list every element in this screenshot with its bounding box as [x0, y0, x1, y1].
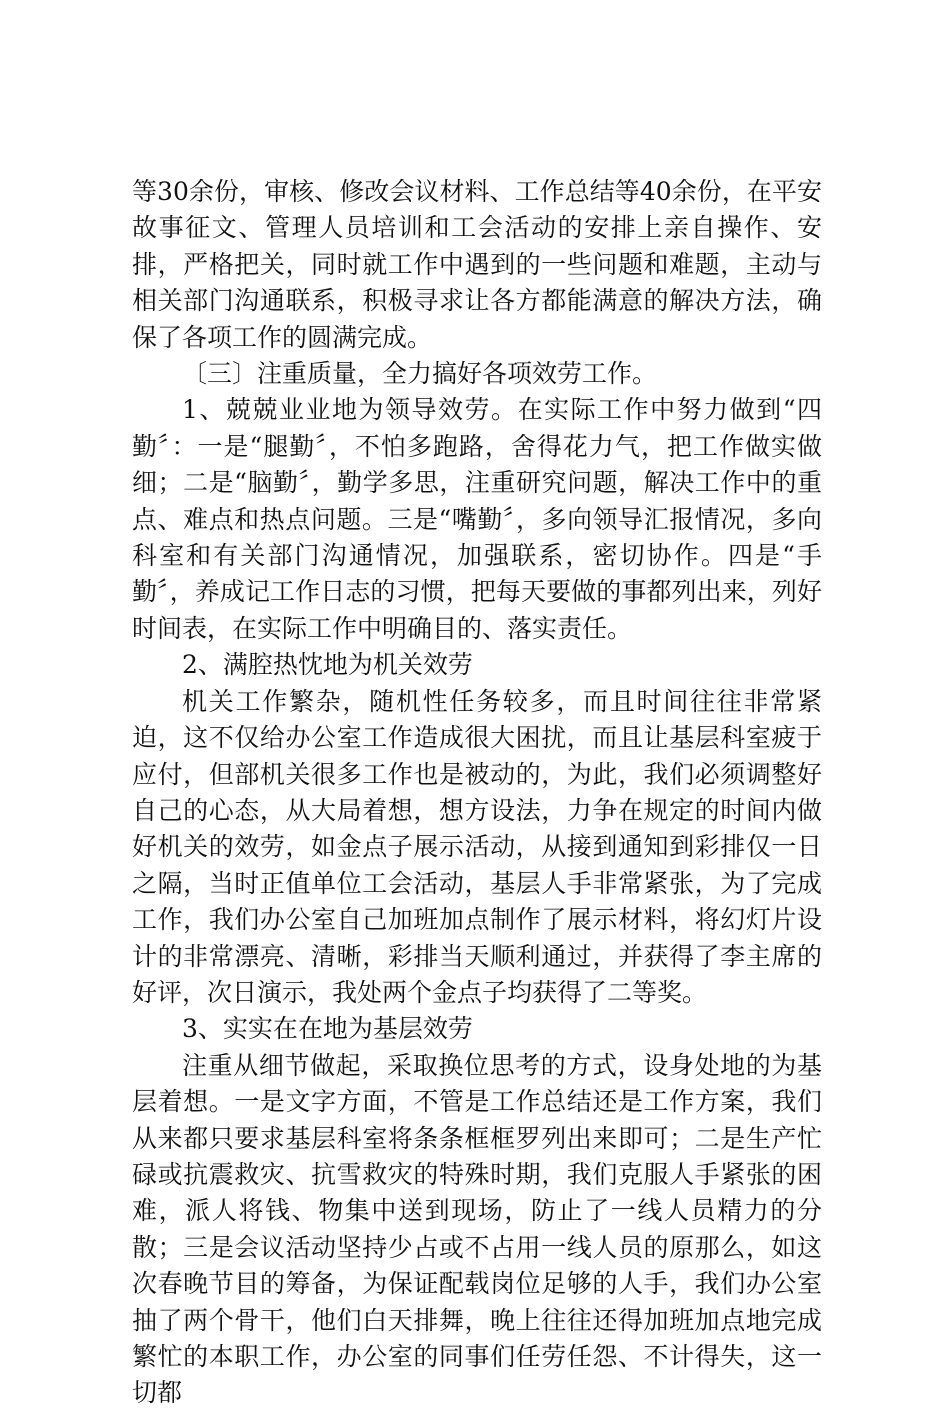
section-heading-three: 〔三〕注重质量，全力搞好各项效劳工作。	[182, 359, 658, 389]
subheading-agency-service: 2、满腔热忱地为机关效劳	[182, 650, 473, 680]
document-body	[132, 174, 822, 1412]
paragraph-continuation: 等30余份，审核、修改会议材料、工作总结等40余份，在平安故事征文、管理人员培训和工会活动的安排上亲自操作、安排，严格把关，同时就工作中遇到的一些问题和难题，主动与相关部门沟通联系，积极寻求让各方都能满意的解决方法，确保了各项工作的圆满完成。	[132, 177, 822, 352]
paragraph-agency-service: 机关工作繁杂，随机性任务较多，而且时间往往非常紧迫，这不仅给办公室工作造成很大困扰，而且让基层科室疲于应付，但部机关很多工作也是被动的，为此，我们必须调整好自己的心态，从大局着想，想方设法，力争在规定的时间内做好机关的效劳，如金点子展示活动，从接到通知到彩排仅一日之隔，当时正值单位工会活动，基层人手非常紧张，为了完成工作，我们办公室自己加班加点制作了展示材料，将幻灯片设计的非常漂亮、清晰，彩排当天顺利通过，并获得了李主席的好评，次日演示，我处两个金点子均获得了二等奖。	[132, 686, 822, 1007]
subheading-grassroots-service: 3、实实在在地为基层效劳	[182, 1014, 473, 1044]
paragraph-leadership-service: 1、兢兢业业地为领导效劳。在实际工作中努力做到“四勤〞：一是“腿勤〞，不怕多跑路，舍得花力气，把工作做实做细；二是“脑勤〞，勤学多思，注重研究问题，解决工作中的重点、难点和热点问题。三是“嘴勤〞，多向领导汇报情况，多向科室和有关部门沟通情况，加强联系，密切协作。四是“手勤〞，养成记工作日志的习惯，把每天要做的事都列出来，列好时间表，在实际工作中明确目的、落实责任。	[132, 395, 822, 643]
paragraph-grassroots-service: 注重从细节做起，采取换位思考的方式，设身处地的为基层着想。一是文字方面，不管是工作总结还是工作方案，我们从来都只要求基层科室将条条框框罗列出来即可；二是生产忙碌或抗震救灾、抗雪救灾的特殊时期，我们克服人手紧张的困难，派人将钱、物集中送到现场，防止了一线人员精力的分散；三是会议活动坚持少占或不占用一线人员的原那么，如这次春晚节目的筹备，为保证配载岗位足够的人手，我们办公室抽了两个骨干，他们白天排舞，晚上往往还得加班加点地完成繁忙的本职工作，办公室的同事们任劳任怨、不计得失，这一切都	[132, 1050, 822, 1408]
